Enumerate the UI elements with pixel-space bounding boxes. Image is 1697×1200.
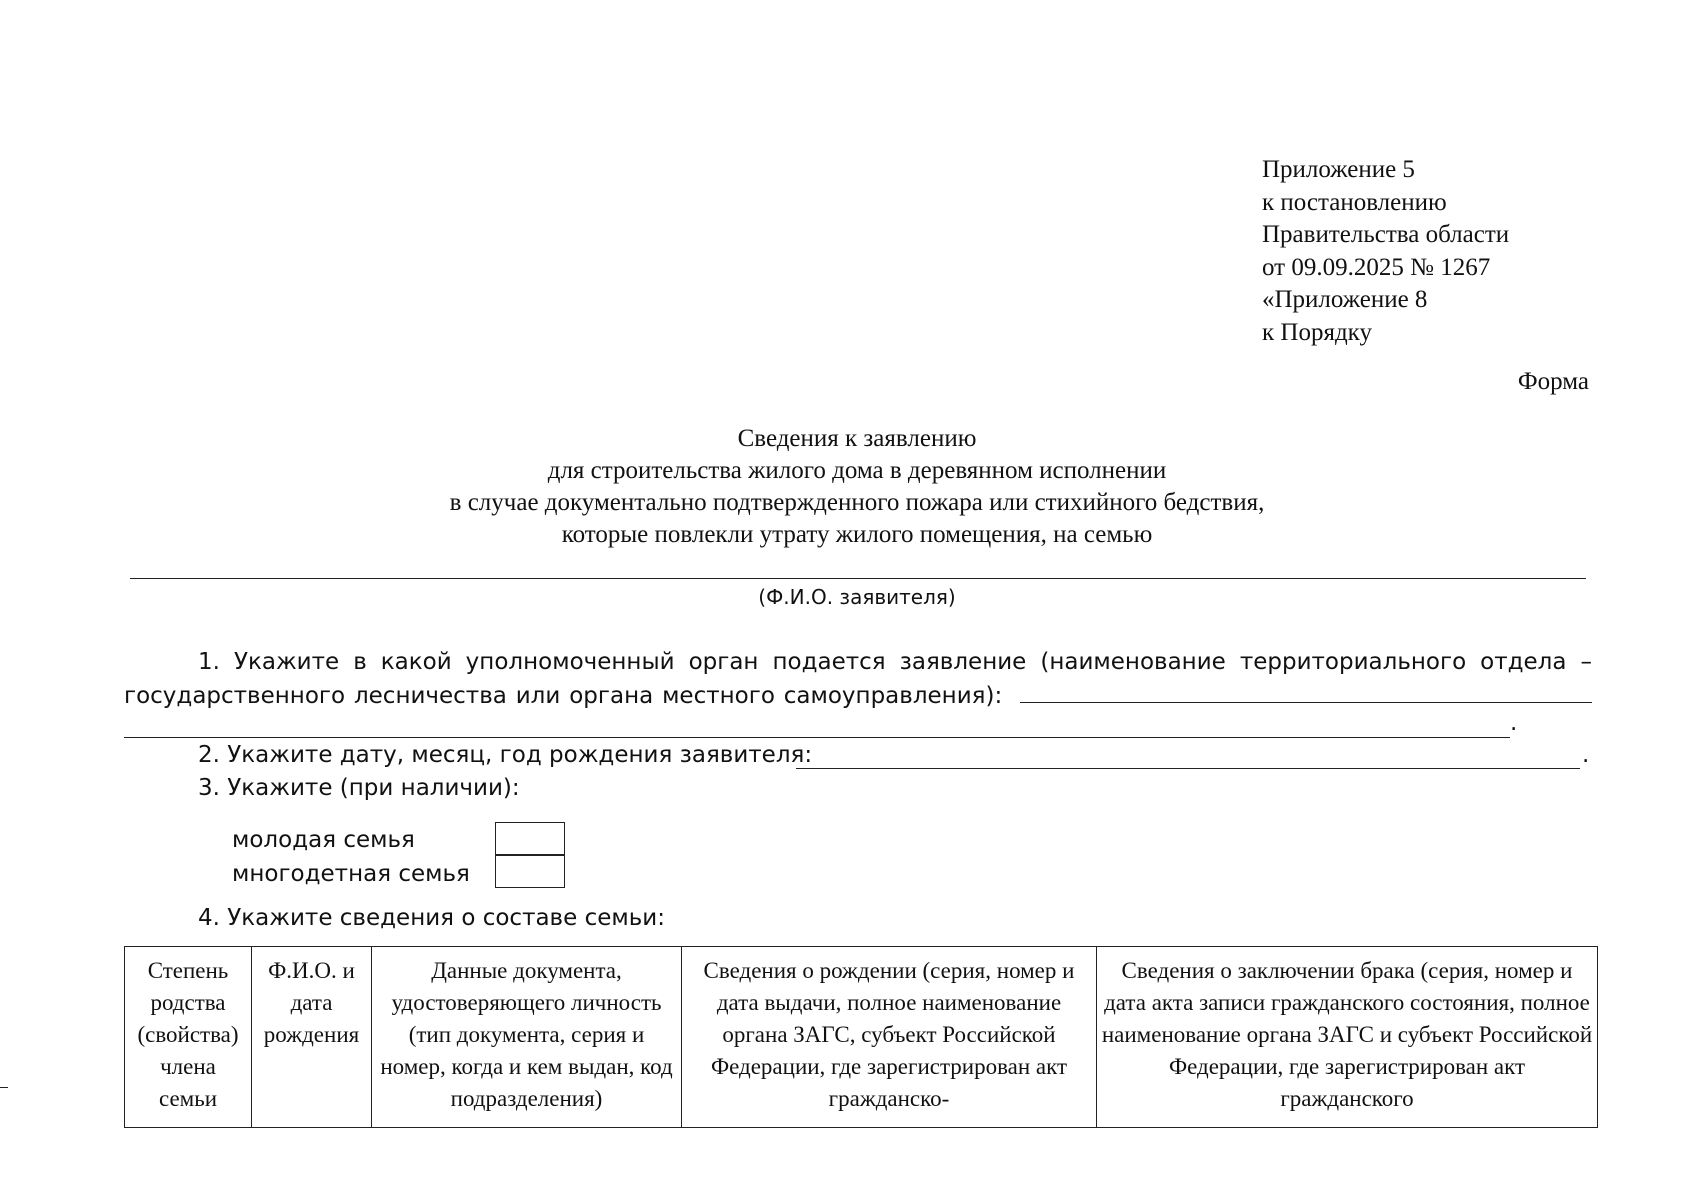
table-header-row xyxy=(125,947,1598,1128)
large-family-label: многодетная семья xyxy=(232,861,470,887)
annex-line: от 09.09.2025 № 1267 xyxy=(1262,253,1491,281)
authority-name-field-continued[interactable] xyxy=(124,737,1510,738)
header-marriage-record: Сведения о заключении брака (серия, номер и дата акта записи гражданского состояния, полное наименование органа ЗАГС и субъект Российской Федерации, где зарегистрирован акт гражданского xyxy=(1097,947,1598,1128)
title-line: в случае документально подтвержденного пожара или стихийного бедствия, xyxy=(449,489,1265,516)
margin-mark xyxy=(0,1087,8,1088)
header-relationship: Степень родства (свойства) члена семьи xyxy=(125,947,252,1128)
title-line: которые повлекли утрату жилого помещения, на семью xyxy=(561,521,1153,548)
header-name-birthdate: Ф.И.О. и дата рождения xyxy=(252,947,372,1128)
applicant-name-caption: (Ф.И.О. заявителя) xyxy=(758,585,956,609)
annex-line: к постановлению xyxy=(1262,188,1447,216)
annex-block xyxy=(1262,154,1509,349)
question-1 xyxy=(124,645,1592,713)
annex-line: Правительства области xyxy=(1262,221,1510,248)
young-family-checkbox[interactable] xyxy=(495,822,565,855)
large-family-checkbox[interactable] xyxy=(495,855,565,888)
applicant-name-field[interactable] xyxy=(130,578,1586,579)
question-3-text: 3. Укажите (при наличии): xyxy=(198,775,520,801)
document-title xyxy=(0,423,1697,551)
header-identity-document: Данные документа, удостоверяющего личность (тип документа, серия и номер, когда и кем выдан, код подразделения) xyxy=(372,947,682,1128)
title-line: Сведения к заявлению xyxy=(737,425,977,452)
question-2-text: 2. Укажите дату, месяц, год рождения заявителя: xyxy=(198,742,813,768)
header-birth-record: Сведения о рождении (серия, номер и дата выдачи, полное наименование органа ЗАГС, субъект Российской Федерации, где зарегистрирован акт гражданско- xyxy=(682,947,1097,1128)
title-line: для строительства жилого дома в деревянном исполнении xyxy=(547,457,1167,484)
form-label: Форма xyxy=(1517,368,1589,395)
period-mark: . xyxy=(1582,742,1590,768)
annex-line: «Приложение 8 xyxy=(1262,286,1428,313)
young-family-label: молодая семья xyxy=(232,827,415,853)
family-composition-table xyxy=(124,946,1598,1128)
annex-line: Приложение 5 xyxy=(1262,156,1415,183)
authority-name-field[interactable] xyxy=(1020,680,1592,703)
period-mark: . xyxy=(1510,710,1518,736)
birth-date-field[interactable] xyxy=(796,768,1580,769)
question-4-text: 4. Укажите сведения о составе семьи: xyxy=(198,905,665,931)
annex-line: к Порядку xyxy=(1262,318,1372,346)
question-1-text: 1. Укажите в какой уполномоченный орган подается заявление (наименование территориального отдела – государственного лесничества или органа местного самоуправления): xyxy=(124,649,1592,709)
